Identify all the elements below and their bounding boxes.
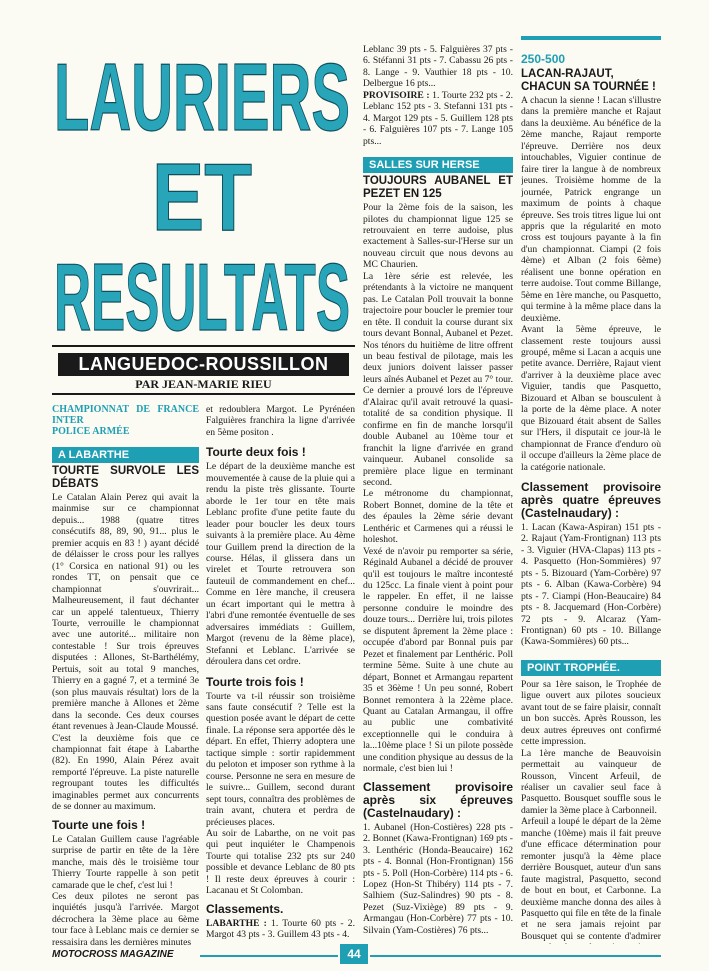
title-line-lauriers: LAURIERS (54, 44, 350, 151)
footer-magazine: MOTOCROSS MAGAZINE (52, 949, 174, 960)
col4-p5: La 1ère manche de Beauvoisin permettait au vainqueur de Rousson, Vincent Arfeuil, de réaliser un cavalier seul face à Pasquetto. Bousquet souffle sous le damier la 3ème place à Carbonneil. (521, 747, 661, 816)
col3-p7: 1. Aubanel (Hon-Costières) 228 pts - 2. Bonnet (Kawa-Frontignan) 169 pts - 3. Lenthéric (Honda-Beaucaire) 162 pts - 4. Bonnal (Hon-Frontignan) 156 pts - 5. Poll (Hon-Corbère) 114 pts - 6. Lopez (Hon-St Thibéry) 114 pts - 7. Salhiem (Suz-Salindres) 90 pts - 8. Pezet (Suz-Vixiège) 89 pts - 9. Armangau (Hon-Corbère) 77 pts - 10. Silvain (Yam-Costières) 76 pts... (363, 821, 513, 936)
col4-headline: LACAN-RAJAUT, CHACUN SA TOURNÉE ! (521, 68, 656, 93)
col2-p2: Le départ de la deuxième manche est mouvementée à cause de la pluie qui a rendu la piste très glissante. Tourte aborde le 1er tour en tête mais Leblanc profite d'une petite faute du leader pour boucler les deux tours suivants à la première place. Au 4ème tour Guillem prend la direction de la course. Hélas, il glissera dans un virelet et Tourte retrouvera son fauteuil de commandement en chef... Comme en 1ère manche, il creusera un écart important qui le mettra à l'abri d'une remontée éventuelle de ses adversaires immédiats : Guillem, Margot (revenu de la 8ème place), Stefanni et Leblanc. L'arrivée se déroulera dans cet ordre. (206, 461, 355, 668)
region-title: LANGUEDOC-ROUSSILLON (58, 353, 349, 376)
championship-line-1: CHAMPIONNAT DE FRANCE INTER (52, 404, 199, 426)
col4-sub1: Classement provisoire après quatre épreuves (Castelnaudary) : (521, 479, 661, 520)
labarthe-sub1: Tourte une fois ! (52, 817, 146, 832)
column-1 (52, 404, 199, 946)
col2-sub2: Tourte trois fois ! (206, 674, 304, 689)
col4-p4: Pour sa 1ère saison, le Trophée de ligue ouvert aux pilotes soucieux avant tout de se faire plaisir, connaît un bon succès. Après Rousson, les deux autres épreuves ont confirmé cette impression. (521, 678, 661, 748)
col3-p5: Le métronome du championnat, Robert Bonnet, domine de la tête et des épaules la 2ème série devant Lenthéric et Carmenes qui a réussi le holeshot. (363, 488, 513, 546)
col2-p4: Au soir de Labarthe, on ne voit pas qui peut inquiéter le Champenois Tourte qui totalise 232 pts sur 240 possible et devance Leblanc de 80 pts ! Il reste deux épreuves à courir : Lacanau et St Colomban. (206, 827, 355, 897)
col4-bar: 250-500 (521, 52, 566, 66)
footer-rule (200, 955, 338, 957)
col2-sub3: Classements. (206, 901, 284, 916)
byline: PAR JEAN-MARIE RIEU (135, 377, 272, 391)
championship-line-2: POLICE ARMÉE (52, 426, 130, 437)
labarthe-p3: Le Catalan Guillem cause l'agréable surprise de partir en tête de la 1ère manche, mais dès le troisième tour Thierry Tourte rappelle à son petit camarade que le chef, c'est lui ! (52, 833, 199, 891)
top-rule (521, 36, 661, 40)
col4-p3: 1. Lacan (Kawa-Aspiran) 151 pts - 2. Rajaut (Yam-Frontignan) 113 pts - 3. Viguier (HVA-Clapas) 113 pts - 4. Pasquetto (Hon-Sommières) 97 pts - 5. Bizouard (Yam-Corbère) 97 pts - 6. Alban (Kawa-Corbère) 94 pts - 7. Ciampi (Hon-Beaucaire) 84 pts - 8. Jacquemard (Hon-Corbère) 72 pts - 9. Alcaraz (Yam-Frontignan) 60 pts - 10. Billange (Kawa-Sommières) 60 pts... (521, 521, 661, 648)
col2-p5-label: LABARTHE : (206, 917, 267, 929)
col3-sub1: Classement provisoire après six épreuves (Castelnaudary) : (363, 779, 513, 820)
col2-p5 (206, 918, 355, 941)
trophee-bar: POINT TROPHÉE. (521, 660, 661, 676)
footer-page-number: 44 (340, 944, 368, 964)
col2-p3: Tourte va t-il réussir son troisième sans faute consécutif ? Telle est la question posée avant le départ de cette finale. La réponse sera apportée dès le départ. En effet, Thierry adoptera une tactique simple : sortir rapidemment du peloton et imposer son rythme à la course. Personne ne sera en mesure de le suivre... Guillem, second durant sept tours, connaîtra des problèmes de train avant, chutera et perdra de précieuses places. (206, 690, 355, 828)
title-block (52, 20, 352, 350)
labarthe-p1: Le Catalan Alain Perez qui avait la mainmise sur ce championnat depuis... 1988 (quatre titres consécutifs 88, 89, 90, 91... plus le premier acquis en 83 ! ) ayant décidé de délaisser le cross pour les rallyes (1° Corsica en national 91) ou les rondes TT, on pensait que ce championnat s'ouvrirait... Malheureusement, il faut déchanter car un appelé talentueux, Thierry Tourte, verrouille le championnat avec une autorité... militaire non contestable ! Sur trois épreuves disputées : Allones, St-Barthélémy, Pertuis, soit au total 9 manches, Thierry en a gagné 7, et a terminé 3e (son plus mauvais résultat) lors de la première manche à Allones et 2ème dans la seconde. Ces deux courses étant revenues à Jean-Claude Moussé. (52, 492, 199, 733)
col3-p1: Leblanc 39 pts - 5. Falguières 37 pts - 6. Stéfanni 31 pts - 7. Cabassu 26 pts - 8. Lange - 9. Vauthier 18 pts - 10. Delbergue 16 pts... (363, 44, 513, 90)
column-3 (363, 44, 513, 944)
salles-bar: SALLES SUR HERSE (363, 157, 513, 173)
col3-p2-label: PROVISOIRE : (363, 89, 430, 101)
col2-sub1: Tourte deux fois ! (206, 445, 306, 460)
col3-p2 (363, 90, 513, 147)
column-4 (521, 52, 661, 944)
labarthe-headline: TOURTE SURVOLE LES DÉBATS (52, 465, 199, 490)
column-2 (206, 404, 355, 946)
col2-p1: et redoublera Margot. Le Pyrénéen Falguières franchira la ligne d'arrivée en 5ème positon . (206, 404, 355, 438)
col3-p3: Pour la 2ème fois de la saison, les pilotes du championnat ligue 125 se retrouvaient en terre audoise, plus exactement à Salles-sur-l'Herse sur un nouveau circuit que nous devons au MC Chaurien. (363, 202, 513, 271)
title-line-et: ET (152, 144, 252, 251)
salles-headline: TOUJOURS AUBANEL ET PEZET EN 125 (363, 175, 513, 200)
labarthe-bar: A LABARTHE (52, 447, 199, 463)
col4-p2: Avant la 5ème épreuve, le classement reste toujours aussi groupé, même si Lacan a acquis une petite avance. Derrière, Rajaut vient d'arriver à la deuxième place avec Viguier, tandis que Pasquetto, Bizouard et Alban se bousculent à la porte de la 4ème place. A noter que Bizouard était absent de Salles sur l'Hers, il disputait ce jour-là le championnat de France d'enduro où il occupe d'ailleurs la 2ème place de la catégorie nationale. (521, 324, 661, 473)
col3-p4: La 1ère série est relevée, les prétendants à la victoire ne manquent pas. Le Catalan Poll trouvait la bonne trajectoire pour boucler le premier tour en tête. Il conduit la course durant six tours devant Bonnal, Aubanel et Pezet. Nos ténors du huitième de litre offrent un beau festival de pilotage, mais les deux juniors doivent laisser passer leurs aînés Aubanel et Pezet au 7° tour. Ce dernier a prouvé lors de l'épreuve d'Alairac qu'il avait retrouvé la quasi-totalité de sa condition physique. Il confirme en fin de manche lorsqu'il double Aubanel au 10ème tour et franchit la ligne d'arrivée en grand vainqueur. Aubanel consolide sa première place ligue en terminant second. (363, 270, 513, 488)
col3-p2-text: 1. Tourte 232 pts - 2. Leblanc 152 pts - 3. Stefanni 131 pts - 4. Margot 129 pts - 5. Guillem 128 pts - 6. Falguières 107 pts - 7. Lange 105 pts... (363, 89, 513, 147)
labarthe-p2: C'est la deuxième fois que ce championnat fait étape à Labarthe (82). En 1990, Alain Pérez avait remporté l'épreuve. La piste naturelle regroupant toutes les difficultés imaginables permet aux concurrents de se donner au maximum. (52, 732, 199, 813)
col4-p1: A chacun la sienne ! Lacan s'illustre dans la première manche et Rajaut dans la deuxième. Au bénéfice de la 2ème manche, Rajaut remporte l'épreuve. Derrière nos deux intouchables, Viguier continue de faire tirer la langue à de nombreux jeunes. Troisième homme de la journée, Patrick engrange un maximum de points à chaque épreuve. Ses trois titres ligue lui ont appris que la régularité en moto cross est toujours payante à la fin d'un championnat. Ciampi (2 fois 4ème) et Alban (2 fois 6ème) réalisent une bonne opération en terre audoise. Tout comme Billange, 5ème en 1ère manche, ou Pasquetto, qui termine à la même place dans la deuxième. (521, 95, 661, 324)
footer-rule-right (370, 955, 661, 957)
col2-p5-text: 1. Tourte 60 pts - 2. Margot 43 pts - 3. Guillem 43 pts - 4. (206, 917, 355, 941)
labarthe-p4: Ces deux pilotes ne seront pas inquiétés jusqu'à l'arrivée. Margot décrochera la 3ème place au 6ème tour face à Leblanc mais ce dernier se ressaisira dans les dernières minutes (52, 890, 199, 946)
title-line-resultats: RESULTATS (54, 244, 350, 350)
region-banner (52, 345, 355, 395)
col3-p6: Vexé de n'avoir pu remporter sa série, Réginald Aubanel a décidé de prouver qu'il est toujours le maître incontesté du 125cc. La finale vient à point pour le rappeler. En effet, il ne laisse personne conduire le moindre des douze tours... Derrière lui, trois pilotes se disputent âprement la 2ème place : occupée d'abord par Bonnal puis par Pezet et finalement par Lenthéric. Poll termine 5ème. Suite à une chute au départ, Bonnet et Armangau repartent 35 et 36ème ! Un peu sonné, Robert Bonnet remontera à la 22ème place. Quant au Catalan Armangau, il offre au public une combativité exceptionnelle qui le conduira à la...10ème place ! Si un pilote possède une condition physique au dessus de la normale, c'est bien lui ! (363, 545, 513, 775)
col4-p6: Arfeuil a loupé le départ de la 2ème manche (10ème) mais il fait preuve d'une efficace détermination pour remonter jusqu'à la 4ème place derrière Bousquet, auteur d'un sans faute magistral, Pasquetto, second de bout en bout, et Carbonne. La deuxième manche donna des ailes à Pasquetto qui file en tête de la finale et ne sera jamais rejoint par Bousquet qui se contente d'admirer (521, 816, 661, 942)
